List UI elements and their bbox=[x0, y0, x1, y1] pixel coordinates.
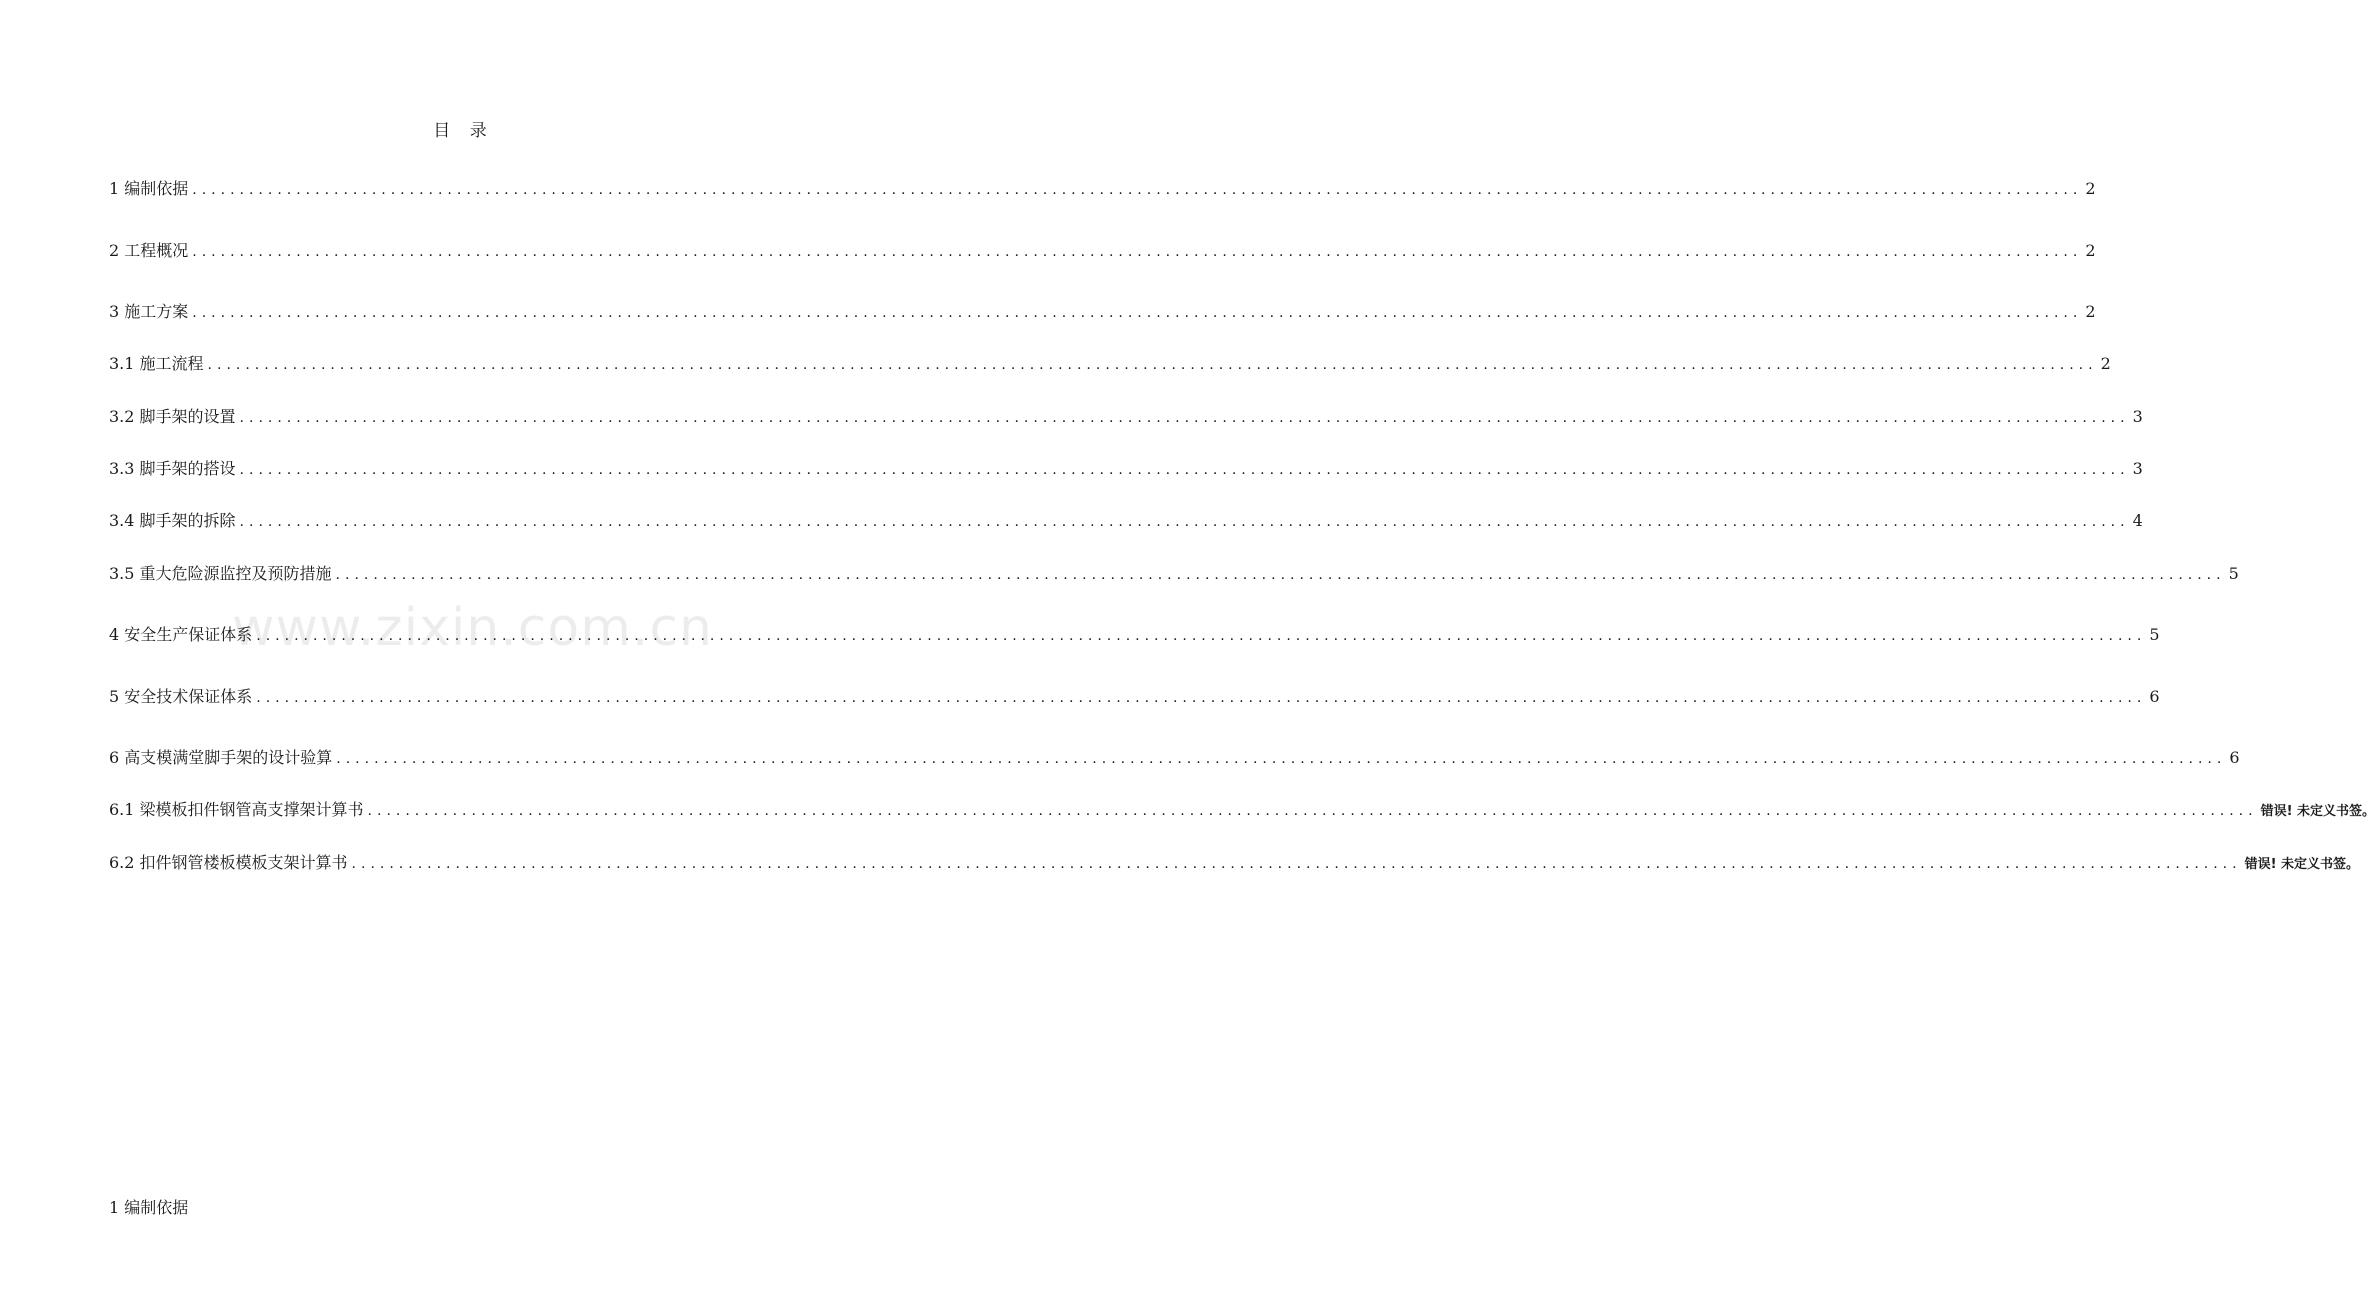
toc-title: 目 录 bbox=[433, 121, 487, 141]
toc-entry-3-3-scaffold-erection[interactable] bbox=[109, 458, 2143, 480]
toc-dot-leader: ........................................................................................................................................................................................................ bbox=[192, 244, 2083, 260]
toc-entry-6-1-beam-formwork-calc[interactable] bbox=[109, 799, 2375, 821]
toc-entry-label: 3.1 施工流程 bbox=[109, 354, 204, 373]
toc-entry-3-construction-plan[interactable] bbox=[109, 301, 2096, 323]
toc-dot-leader: ........................................................................................................................................................................................................ bbox=[256, 628, 2147, 644]
toc-entry-page: 6 bbox=[2229, 748, 2240, 767]
section-heading: 1 编制依据 bbox=[109, 1198, 189, 1217]
toc-entry-label: 6 高支模满堂脚手架的设计验算 bbox=[109, 748, 333, 767]
toc-entry-label: 1 编制依据 bbox=[109, 179, 189, 198]
toc-dot-leader: ........................................................................................................................................................................................................ bbox=[367, 803, 2258, 819]
toc-entry-1-compilation-basis[interactable] bbox=[109, 178, 2096, 200]
toc-entry-6-design-verification[interactable] bbox=[109, 747, 2240, 769]
toc-entry-page: 3 bbox=[2132, 407, 2143, 426]
toc-entry-label: 6.2 扣件钢管楼板模板支架计算书 bbox=[109, 853, 348, 872]
toc-dot-leader: ........................................................................................................................................................................................................ bbox=[192, 305, 2083, 321]
toc-entry-label: 3 施工方案 bbox=[109, 302, 189, 321]
toc-entry-error-text: 错误! 未定义书签。 bbox=[2260, 804, 2375, 819]
toc-entry-page: 2 bbox=[2085, 179, 2096, 198]
toc-dot-leader: ........................................................................................................................................................................................................ bbox=[239, 410, 2130, 426]
toc-dot-leader: ........................................................................................................................................................................................................ bbox=[336, 751, 2227, 767]
toc-entry-label: 2 工程概况 bbox=[109, 241, 189, 260]
toc-dot-leader: ........................................................................................................................................................................................................ bbox=[239, 462, 2130, 478]
toc-entry-label: 3.2 脚手架的设置 bbox=[109, 407, 236, 426]
toc-entry-3-2-scaffold-setup[interactable] bbox=[109, 406, 2143, 428]
toc-entry-2-project-overview[interactable] bbox=[109, 240, 2096, 262]
toc-entry-label: 6.1 梁模板扣件钢管高支撑架计算书 bbox=[109, 800, 364, 819]
toc-dot-leader: ........................................................................................................................................................................................................ bbox=[239, 514, 2130, 530]
toc-entry-4-safety-production-system[interactable] bbox=[109, 624, 2160, 646]
toc-entry-page: 2 bbox=[2085, 302, 2096, 321]
toc-entry-page: 2 bbox=[2100, 354, 2111, 373]
toc-dot-leader: ........................................................................................................................................................................................................ bbox=[192, 182, 2083, 198]
toc-entry-page: 5 bbox=[2149, 625, 2160, 644]
toc-entry-page: 6 bbox=[2149, 687, 2160, 706]
toc-entry-label: 3.5 重大危险源监控及预防措施 bbox=[109, 564, 332, 583]
toc-dot-leader: ........................................................................................................................................................................................................ bbox=[256, 690, 2147, 706]
toc-entry-error-text: 错误! 未定义书签。 bbox=[2244, 857, 2360, 872]
toc-entry-5-safety-technology-system[interactable] bbox=[109, 686, 2160, 708]
toc-entry-page: 3 bbox=[2132, 459, 2143, 478]
toc-dot-leader: ........................................................................................................................................................................................................ bbox=[335, 567, 2226, 583]
toc-entry-3-1-construction-process[interactable] bbox=[109, 353, 2111, 375]
toc-entry-label: 4 安全生产保证体系 bbox=[109, 625, 253, 644]
toc-entry-3-4-scaffold-dismantling[interactable] bbox=[109, 510, 2143, 532]
toc-entry-3-5-hazard-monitoring[interactable] bbox=[109, 563, 2239, 585]
toc-entry-label: 3.4 脚手架的拆除 bbox=[109, 511, 236, 530]
toc-dot-leader: ........................................................................................................................................................................................................ bbox=[351, 856, 2242, 872]
toc-entry-page: 2 bbox=[2085, 241, 2096, 260]
toc-entry-label: 3.3 脚手架的搭设 bbox=[109, 459, 236, 478]
toc-dot-leader: ........................................................................................................................................................................................................ bbox=[207, 357, 2098, 373]
toc-entry-label: 5 安全技术保证体系 bbox=[109, 687, 253, 706]
watermark: www.zixin.com.cn bbox=[232, 598, 713, 658]
toc-entry-6-2-slab-formwork-calc[interactable] bbox=[109, 852, 2360, 874]
toc-entry-page: 5 bbox=[2228, 564, 2239, 583]
toc-entry-page: 4 bbox=[2132, 511, 2143, 530]
